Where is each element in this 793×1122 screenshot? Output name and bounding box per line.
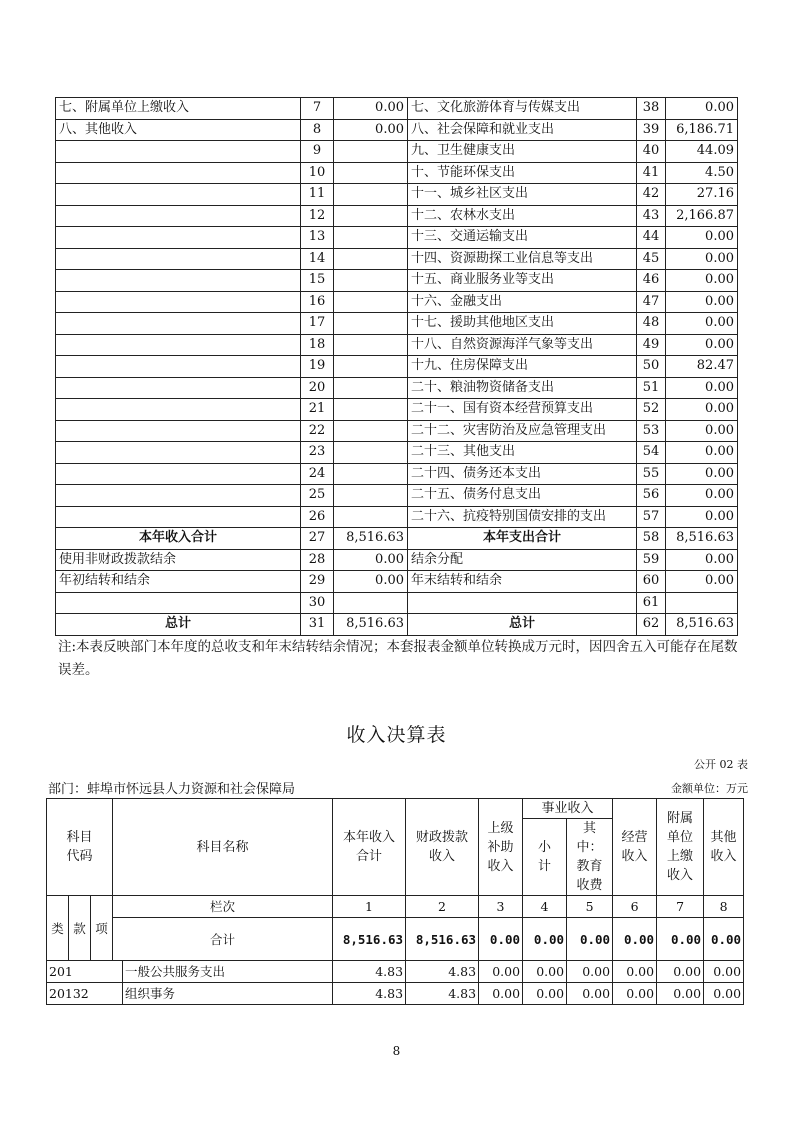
cell-rn: 51	[637, 377, 666, 399]
form-code: 公开 02 表	[694, 758, 748, 771]
cell-rv: 0.00	[666, 506, 738, 528]
row-cell: 0.00	[523, 983, 567, 1005]
cell-left	[56, 356, 301, 378]
total-cell: 0.00	[479, 918, 523, 961]
col-num: 3	[479, 896, 523, 918]
col-num: 2	[406, 896, 479, 918]
summary-table	[55, 97, 738, 636]
cell-left: 使用非财政拨款结余	[56, 549, 301, 571]
cell-rv: 0.00	[666, 270, 738, 292]
row-cell: 0.00	[567, 961, 613, 983]
cell-ln: 31	[301, 614, 334, 636]
cell-right: 十二、农林水支出	[408, 205, 637, 227]
cell-lv	[334, 334, 408, 356]
header-edu-fee: 其中：教育收费	[567, 819, 613, 896]
header-business: 经营收入	[613, 799, 657, 896]
cell-ln: 17	[301, 313, 334, 335]
cell-left	[56, 313, 301, 335]
cell-rn: 50	[637, 356, 666, 378]
table-row	[56, 313, 738, 335]
cell-left	[56, 442, 301, 464]
cell-rv: 8,516.63	[666, 528, 738, 550]
cell-rv: 8,516.63	[666, 614, 738, 636]
table-row	[56, 141, 738, 163]
table-row	[56, 205, 738, 227]
cell-rn: 60	[637, 571, 666, 593]
cell-ln: 10	[301, 162, 334, 184]
unit-label: 金额单位：万元	[671, 782, 748, 795]
col-num: 8	[704, 896, 744, 918]
cell-rn: 55	[637, 463, 666, 485]
cell-right: 二十六、抗疫特别国债安排的支出	[408, 506, 637, 528]
cell-rn: 44	[637, 227, 666, 249]
cell-left	[56, 162, 301, 184]
cell-right: 本年支出合计	[408, 528, 637, 550]
cell-left	[56, 463, 301, 485]
header-affiliated: 附属单位上缴收入	[657, 799, 704, 896]
table-row	[56, 614, 738, 636]
cell-rn: 43	[637, 205, 666, 227]
total-cell: 0.00	[657, 918, 704, 961]
table-row	[56, 162, 738, 184]
cell-ln: 8	[301, 119, 334, 141]
cell-lv	[334, 399, 408, 421]
cell-right: 七、文化旅游体育与传媒支出	[408, 98, 637, 120]
cell-rv: 44.09	[666, 141, 738, 163]
total-label: 合计	[113, 918, 333, 961]
cell-lv	[334, 377, 408, 399]
cell-rn: 39	[637, 119, 666, 141]
cell-rn: 59	[637, 549, 666, 571]
cell-left	[56, 420, 301, 442]
cell-ln: 12	[301, 205, 334, 227]
cell-ln: 15	[301, 270, 334, 292]
header-career: 事业收入	[523, 799, 613, 819]
cell-ln: 7	[301, 98, 334, 120]
cell-left	[56, 506, 301, 528]
cell-rv: 4.50	[666, 162, 738, 184]
cell-left	[56, 291, 301, 313]
cell-ln: 14	[301, 248, 334, 270]
footnote: 注:本表反映部门本年度的总收支和年末结转结余情况；本套报表金额单位转换成万元时，因四舍五入可能存在尾数误差。	[58, 639, 738, 678]
cell-rn: 58	[637, 528, 666, 550]
table-row	[56, 549, 738, 571]
cell-rv: 0.00	[666, 377, 738, 399]
cell-right: 十、节能环保支出	[408, 162, 637, 184]
row-cell: 4.83	[406, 961, 479, 983]
cell-lv	[334, 463, 408, 485]
table-row	[56, 506, 738, 528]
cell-rv: 0.00	[666, 98, 738, 120]
cell-rv: 0.00	[666, 399, 738, 421]
row-cell: 0.00	[523, 961, 567, 983]
row-cell: 4.83	[333, 983, 406, 1005]
cell-left: 总计	[56, 614, 301, 636]
cell-lv	[334, 506, 408, 528]
cell-left	[56, 141, 301, 163]
cell-left: 年初结转和结余	[56, 571, 301, 593]
cell-lv: 0.00	[334, 119, 408, 141]
cell-rv: 0.00	[666, 313, 738, 335]
cell-lv	[334, 592, 408, 614]
cell-rv: 0.00	[666, 549, 738, 571]
header-subtotal: 小计	[523, 819, 567, 896]
cell-right: 十四、资源勘探工业信息等支出	[408, 248, 637, 270]
col-num: 5	[567, 896, 613, 918]
table-row	[56, 248, 738, 270]
cell-ln: 18	[301, 334, 334, 356]
cell-rn: 53	[637, 420, 666, 442]
cell-rn: 57	[637, 506, 666, 528]
cell-rv: 0.00	[666, 442, 738, 464]
cell-rn: 46	[637, 270, 666, 292]
cell-lv: 0.00	[334, 549, 408, 571]
row-cell: 4.83	[333, 961, 406, 983]
row-code: 201	[47, 961, 123, 983]
cell-ln: 19	[301, 356, 334, 378]
table-row	[56, 377, 738, 399]
table-row	[56, 270, 738, 292]
cell-rn: 61	[637, 592, 666, 614]
table-row	[56, 227, 738, 249]
cell-right: 二十、粮油物资储备支出	[408, 377, 637, 399]
row-name: 一般公共服务支出	[123, 961, 333, 983]
cell-ln: 11	[301, 184, 334, 206]
row-cell: 0.00	[479, 983, 523, 1005]
cell-right: 十九、住房保障支出	[408, 356, 637, 378]
cell-rv: 82.47	[666, 356, 738, 378]
row-cell: 0.00	[657, 961, 704, 983]
cell-right: 十一、城乡社区支出	[408, 184, 637, 206]
col-xiang: 项	[91, 896, 113, 961]
cell-rn: 41	[637, 162, 666, 184]
cell-rn: 47	[637, 291, 666, 313]
cell-left	[56, 205, 301, 227]
cell-lv: 0.00	[334, 571, 408, 593]
cell-left	[56, 334, 301, 356]
department-label: 部门：蚌埠市怀远县人力资源和社会保障局	[48, 782, 296, 797]
cell-right: 二十四、债务还本支出	[408, 463, 637, 485]
cell-right	[408, 592, 637, 614]
cell-lv	[334, 313, 408, 335]
row-cell: 0.00	[704, 961, 744, 983]
cell-rn: 48	[637, 313, 666, 335]
col-num: 1	[333, 896, 406, 918]
row-cell: 0.00	[479, 961, 523, 983]
cell-ln: 24	[301, 463, 334, 485]
col-kuan: 款	[69, 896, 91, 961]
cell-right: 二十五、债务付息支出	[408, 485, 637, 507]
row-name: 组织事务	[123, 983, 333, 1005]
cell-lv	[334, 420, 408, 442]
cell-ln: 21	[301, 399, 334, 421]
cell-rv: 0.00	[666, 571, 738, 593]
cell-lv	[334, 141, 408, 163]
cell-ln: 26	[301, 506, 334, 528]
cell-left	[56, 399, 301, 421]
cell-rn: 62	[637, 614, 666, 636]
cell-ln: 28	[301, 549, 334, 571]
cell-left	[56, 485, 301, 507]
cell-rv: 2,166.87	[666, 205, 738, 227]
cell-right: 总计	[408, 614, 637, 636]
col-num: 7	[657, 896, 704, 918]
cell-rv: 0.00	[666, 485, 738, 507]
cell-rn: 49	[637, 334, 666, 356]
cell-rv: 0.00	[666, 420, 738, 442]
cell-ln: 13	[301, 227, 334, 249]
cell-rn: 54	[637, 442, 666, 464]
table-row	[56, 442, 738, 464]
cell-lv: 0.00	[334, 98, 408, 120]
row-cell: 0.00	[657, 983, 704, 1005]
cell-ln: 30	[301, 592, 334, 614]
cell-right: 十五、商业服务业等支出	[408, 270, 637, 292]
table-row	[56, 119, 738, 141]
cell-ln: 23	[301, 442, 334, 464]
cell-rn: 45	[637, 248, 666, 270]
table-row	[56, 592, 738, 614]
cell-right: 二十一、国有资本经营预算支出	[408, 399, 637, 421]
cell-lv	[334, 485, 408, 507]
cell-lv	[334, 270, 408, 292]
cell-ln: 16	[301, 291, 334, 313]
cell-right: 二十三、其他支出	[408, 442, 637, 464]
cell-rn: 52	[637, 399, 666, 421]
cell-left	[56, 592, 301, 614]
income-table	[46, 798, 744, 1005]
lanci-label: 栏次	[113, 896, 333, 918]
col-lei: 类	[47, 896, 69, 961]
cell-ln: 9	[301, 141, 334, 163]
total-cell: 0.00	[567, 918, 613, 961]
total-cell: 0.00	[613, 918, 657, 961]
table-row	[56, 291, 738, 313]
cell-lv	[334, 291, 408, 313]
table-row	[56, 420, 738, 442]
cell-right: 八、社会保障和就业支出	[408, 119, 637, 141]
cell-left: 本年收入合计	[56, 528, 301, 550]
cell-right: 十三、交通运输支出	[408, 227, 637, 249]
cell-right: 十六、金融支出	[408, 291, 637, 313]
cell-lv: 8,516.63	[334, 614, 408, 636]
header-name: 科目名称	[113, 799, 333, 896]
cell-lv	[334, 442, 408, 464]
cell-ln: 27	[301, 528, 334, 550]
total-cell: 8,516.63	[333, 918, 406, 961]
table-row	[56, 528, 738, 550]
cell-lv: 8,516.63	[334, 528, 408, 550]
cell-left	[56, 184, 301, 206]
page-title: 收入决算表	[346, 724, 447, 746]
row-cell: 0.00	[613, 961, 657, 983]
row-cell: 0.00	[704, 983, 744, 1005]
cell-right: 九、卫生健康支出	[408, 141, 637, 163]
cell-rv: 0.00	[666, 248, 738, 270]
cell-left: 七、附属单位上缴收入	[56, 98, 301, 120]
cell-right: 结余分配	[408, 549, 637, 571]
cell-lv	[334, 356, 408, 378]
cell-lv	[334, 227, 408, 249]
cell-right: 年末结转和结余	[408, 571, 637, 593]
col-num: 6	[613, 896, 657, 918]
table-row	[56, 571, 738, 593]
row-cell: 4.83	[406, 983, 479, 1005]
cell-rv: 0.00	[666, 227, 738, 249]
cell-lv	[334, 248, 408, 270]
cell-left	[56, 227, 301, 249]
total-cell: 0.00	[523, 918, 567, 961]
cell-rn: 42	[637, 184, 666, 206]
cell-right: 二十二、灾害防治及应急管理支出	[408, 420, 637, 442]
table-row	[56, 485, 738, 507]
cell-ln: 22	[301, 420, 334, 442]
row-cell: 0.00	[613, 983, 657, 1005]
cell-right: 十七、援助其他地区支出	[408, 313, 637, 335]
header-other: 其他收入	[704, 799, 744, 896]
table-row	[56, 463, 738, 485]
cell-ln: 25	[301, 485, 334, 507]
cell-rv: 27.16	[666, 184, 738, 206]
cell-left	[56, 270, 301, 292]
row-code: 20132	[47, 983, 123, 1005]
cell-right: 十八、自然资源海洋气象等支出	[408, 334, 637, 356]
col-num: 4	[523, 896, 567, 918]
cell-rv	[666, 592, 738, 614]
cell-lv	[334, 205, 408, 227]
header-code: 科目代码	[47, 799, 113, 896]
table-row	[56, 98, 738, 120]
total-cell: 0.00	[704, 918, 744, 961]
cell-left: 八、其他收入	[56, 119, 301, 141]
cell-ln: 29	[301, 571, 334, 593]
cell-rv: 0.00	[666, 334, 738, 356]
cell-rn: 56	[637, 485, 666, 507]
header-fiscal: 财政拨款收入	[406, 799, 479, 896]
cell-lv	[334, 162, 408, 184]
header-total: 本年收入合计	[333, 799, 406, 896]
table-row	[56, 334, 738, 356]
cell-rn: 38	[637, 98, 666, 120]
cell-rv: 0.00	[666, 291, 738, 313]
row-cell: 0.00	[567, 983, 613, 1005]
cell-rv: 0.00	[666, 463, 738, 485]
cell-left	[56, 248, 301, 270]
cell-ln: 20	[301, 377, 334, 399]
cell-lv	[334, 184, 408, 206]
cell-rn: 40	[637, 141, 666, 163]
total-cell: 8,516.63	[406, 918, 479, 961]
table-row	[56, 184, 738, 206]
table-row	[56, 399, 738, 421]
header-upper: 上级补助收入	[479, 799, 523, 896]
table-row	[56, 356, 738, 378]
cell-left	[56, 377, 301, 399]
cell-rv: 6,186.71	[666, 119, 738, 141]
page-number: 8	[392, 1044, 401, 1058]
